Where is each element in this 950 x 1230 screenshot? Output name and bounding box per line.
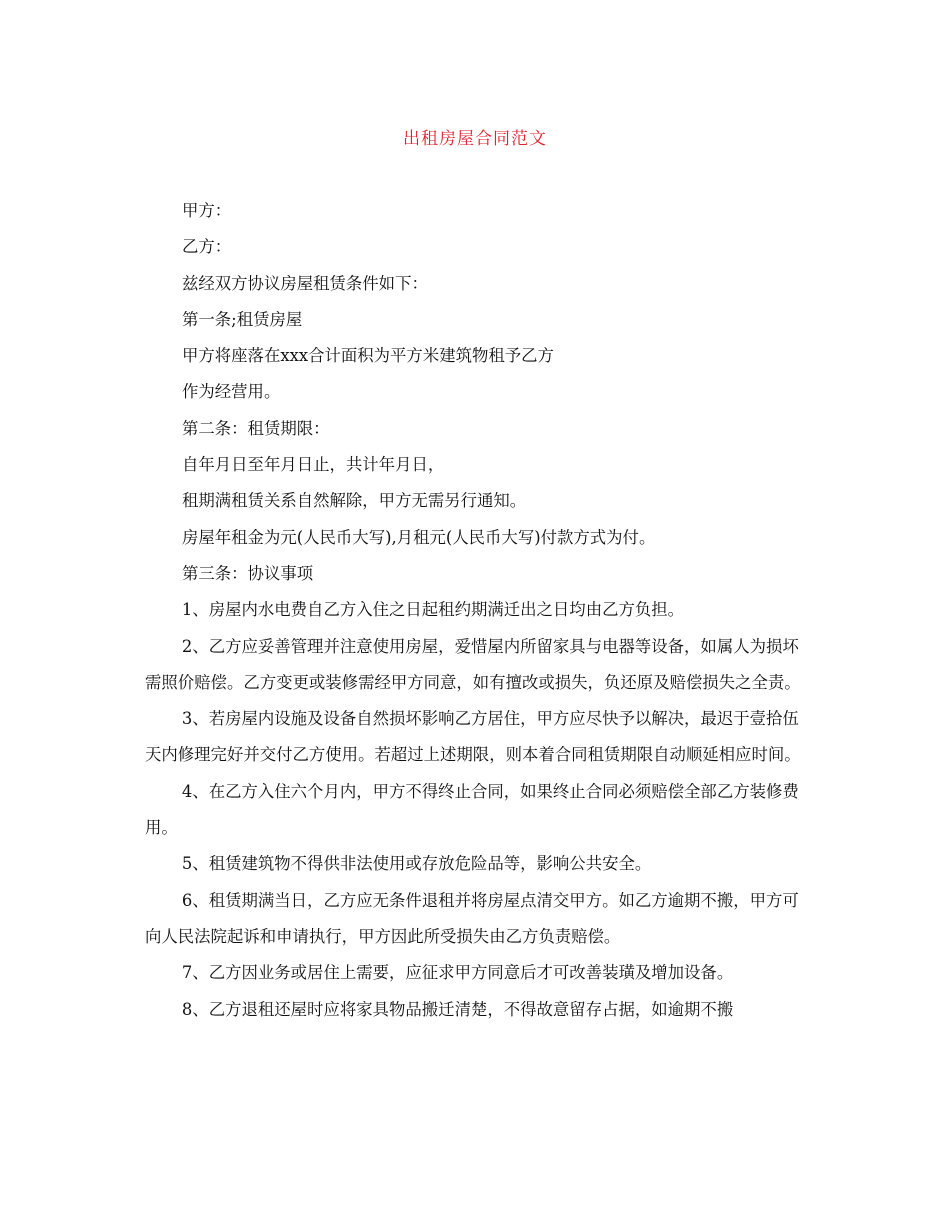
paragraph-article-2-period: 自年月日至年月日止，共计年月日，: [182, 455, 445, 475]
paragraph-article-2-heading: 第二条：租赁期限：: [182, 418, 330, 438]
paragraph-item-1: 1、房屋内水电费自乙方入住之日起租约期满迁出之日均由乙方负担。: [181, 600, 685, 620]
paragraph-party-b: 乙方：: [182, 237, 232, 257]
paragraph-article-3-heading: 第三条：协议事项: [182, 563, 314, 583]
document-body: [145, 193, 813, 1028]
paragraph-item-6: 6、租赁期满当日，乙方应无条件退租并将房屋点清交甲方。如乙方逾期不搬，甲方可向人民法院起诉和申请执行，甲方因此所受损失由乙方负责赔偿。: [145, 890, 799, 946]
paragraph-item-5: 5、租赁建筑物不得供非法使用或存放危险品等，影响公共安全。: [181, 854, 652, 874]
document-title: 出租房屋合同范文: [403, 129, 547, 149]
paragraph-item-8: 8、乙方退租还屋时应将家具物品搬迁清楚，不得故意留存占据，如逾期不搬: [181, 999, 734, 1019]
paragraph-article-1-use: 作为经营用。: [182, 382, 281, 402]
paragraph-item-3: 3、若房屋内设施及设备自然损坏影响乙方居住，甲方应尽快予以解决，最迟于壹拾伍天内修理完好并交付乙方使用。若超过上述期限，则本着合同租赁期限自动顺延相应时间。: [145, 709, 801, 765]
paragraph-article-1-heading: 第一条;租赁房屋: [182, 309, 303, 329]
paragraph-item-2: 2、乙方应妥善管理并注意使用房屋，爱惜屋内所留家具与电器等设备，如属人为损坏需照价赔偿。乙方变更或装修需经甲方同意，如有擅改或损失，负还原及赔偿损失之全责。: [145, 636, 801, 692]
paragraph-article-2-expiry: 租期满租赁关系自然解除，甲方无需另行通知。: [182, 491, 527, 511]
paragraph-article-2-rent: 房屋年租金为元(人民币大写),月租元(人民币大写)付款方式为付。: [182, 527, 656, 547]
paragraph-item-4: 4、在乙方入住六个月内，甲方不得终止合同，如果终止合同必须赔偿全部乙方装修费用。: [145, 781, 799, 838]
paragraph-intro: 兹经双方协议房屋租赁条件如下：: [182, 273, 428, 293]
paragraph-party-a: 甲方：: [182, 201, 232, 220]
paragraph-item-7: 7、乙方因业务或居住上需要，应征求甲方同意后才可改善装璜及增加设备。: [181, 963, 734, 983]
paragraph-article-1-text: 甲方将座落在xxx合计面积为平方米建筑物租予乙方: [182, 346, 554, 366]
